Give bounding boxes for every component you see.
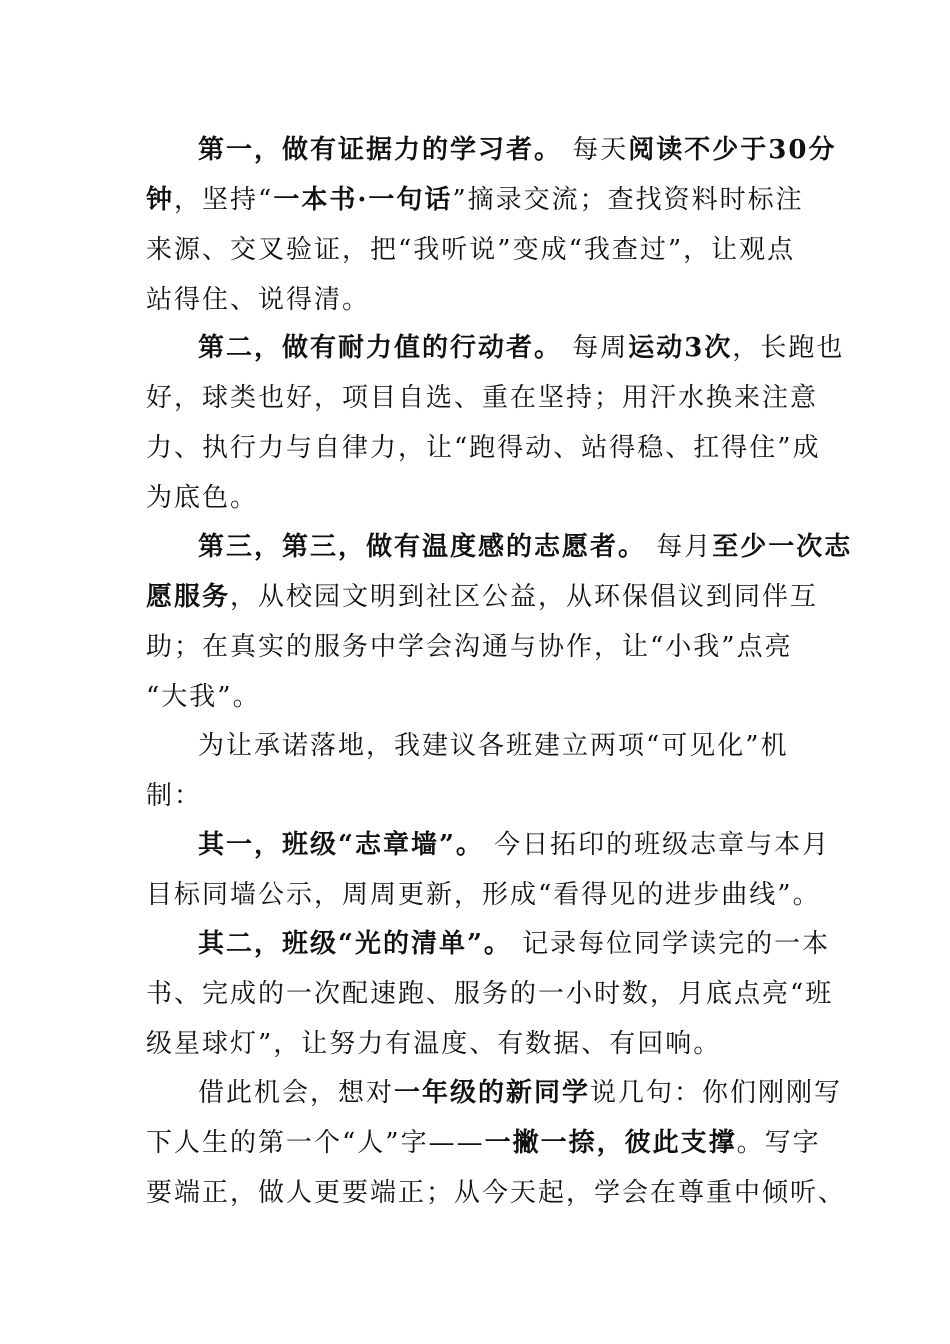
text-line [146, 771, 806, 821]
bold-text: 愿服务 [146, 582, 231, 612]
text-line [146, 572, 819, 622]
body-text: 每周 [562, 333, 629, 363]
text-line [146, 473, 806, 523]
bold-text: 第一，做有证据力的学习者。 [198, 135, 563, 165]
text-line [146, 275, 806, 325]
body-text: 每月 [646, 532, 713, 562]
text-line [146, 125, 837, 175]
paragraph-3 [146, 522, 853, 722]
bold-text: 一年级的新同学 [394, 1078, 591, 1108]
text-line [146, 721, 806, 771]
text-line [146, 969, 834, 1019]
body-text: 站得住、说得清。 [146, 285, 371, 315]
text-line [146, 522, 853, 572]
body-text: 助；在真实的服务中学会沟通与协作，让“小我”点亮 [146, 632, 793, 662]
text-line [146, 423, 821, 473]
body-text: ”摘录交流；查找资料时标注 [452, 185, 804, 215]
bold-text: 至少一次志 [712, 532, 853, 562]
text-line [146, 175, 806, 225]
body-text: 目标同墙公示，周周更新，形成“看得见的进步曲线”。 [146, 880, 821, 910]
body-text: 每天 [562, 135, 629, 165]
paragraph-5 [146, 820, 831, 920]
bold-text: 第二，做有耐力值的行动者。 [198, 333, 563, 363]
body-text: 。写字 [736, 1128, 821, 1158]
text-line [146, 373, 819, 423]
bold-text: 钟 [146, 185, 175, 215]
bold-text: 第三，第三，做有温度感的志愿者。 [198, 532, 647, 562]
bold-text: 阅读不少于30分 [628, 135, 837, 165]
text-line [146, 870, 821, 920]
body-text: 来源、交叉验证，把“我听说”变成“我查过”，让观点 [146, 235, 796, 265]
bold-text: 其一，班级“志章墙”。 [198, 830, 484, 860]
body-text: 好，球类也好，项目自选、重在坚持；用汗水换来注意 [146, 383, 819, 413]
body-text: 为底色。 [146, 483, 259, 513]
text-line [146, 622, 806, 672]
paragraph-6 [146, 919, 834, 1069]
body-text: ，坚持“ [174, 185, 274, 215]
text-line [146, 820, 831, 870]
paragraph-4 [146, 721, 806, 821]
text-line [146, 672, 806, 722]
body-text: 要端正，做人更要端正；从今天起，学会在尊重中倾听、 [146, 1178, 847, 1208]
paragraph-7 [146, 1068, 847, 1218]
bold-text: 一本书·一句话 [273, 185, 453, 215]
body-text: 说几句：你们刚刚写 [590, 1078, 843, 1108]
body-text: 书、完成的一次配速跑、服务的一小时数，月底点亮“班 [146, 979, 834, 1009]
text-line [146, 1168, 847, 1218]
body-text: ，长跑也 [732, 333, 845, 363]
text-line [146, 919, 831, 969]
body-text: 记录每位同学读完的一本 [511, 929, 831, 959]
paragraph-1 [146, 125, 837, 325]
bold-text: 一撇一捺，彼此支撑 [484, 1128, 737, 1158]
text-line [146, 323, 845, 373]
body-text: 制： [146, 781, 203, 811]
body-text: 级星球灯”，让努力有温度、有数据、有回响。 [146, 1029, 722, 1059]
body-text: 力、执行力与自律力，让“跑得动、站得稳、扛得住”成 [146, 433, 821, 463]
body-text: 为让承诺落地，我建议各班建立两项“可见化”机 [198, 731, 789, 761]
body-text: “大我”。 [146, 682, 261, 712]
body-text: 今日拓印的班级志章与本月 [483, 830, 831, 860]
body-text: ，从校园文明到社区公益，从环保倡议到同伴互 [230, 582, 819, 612]
body-text: 借此机会，想对 [198, 1078, 395, 1108]
bold-text: 运动3次 [628, 333, 733, 363]
bold-text: 其二，班级“光的清单”。 [198, 929, 512, 959]
text-line [146, 225, 806, 275]
text-line [146, 1118, 821, 1168]
text-line [146, 1019, 806, 1069]
body-text: 下人生的第一个“人”字—— [146, 1128, 485, 1158]
text-line [146, 1068, 843, 1118]
paragraph-2 [146, 323, 845, 523]
